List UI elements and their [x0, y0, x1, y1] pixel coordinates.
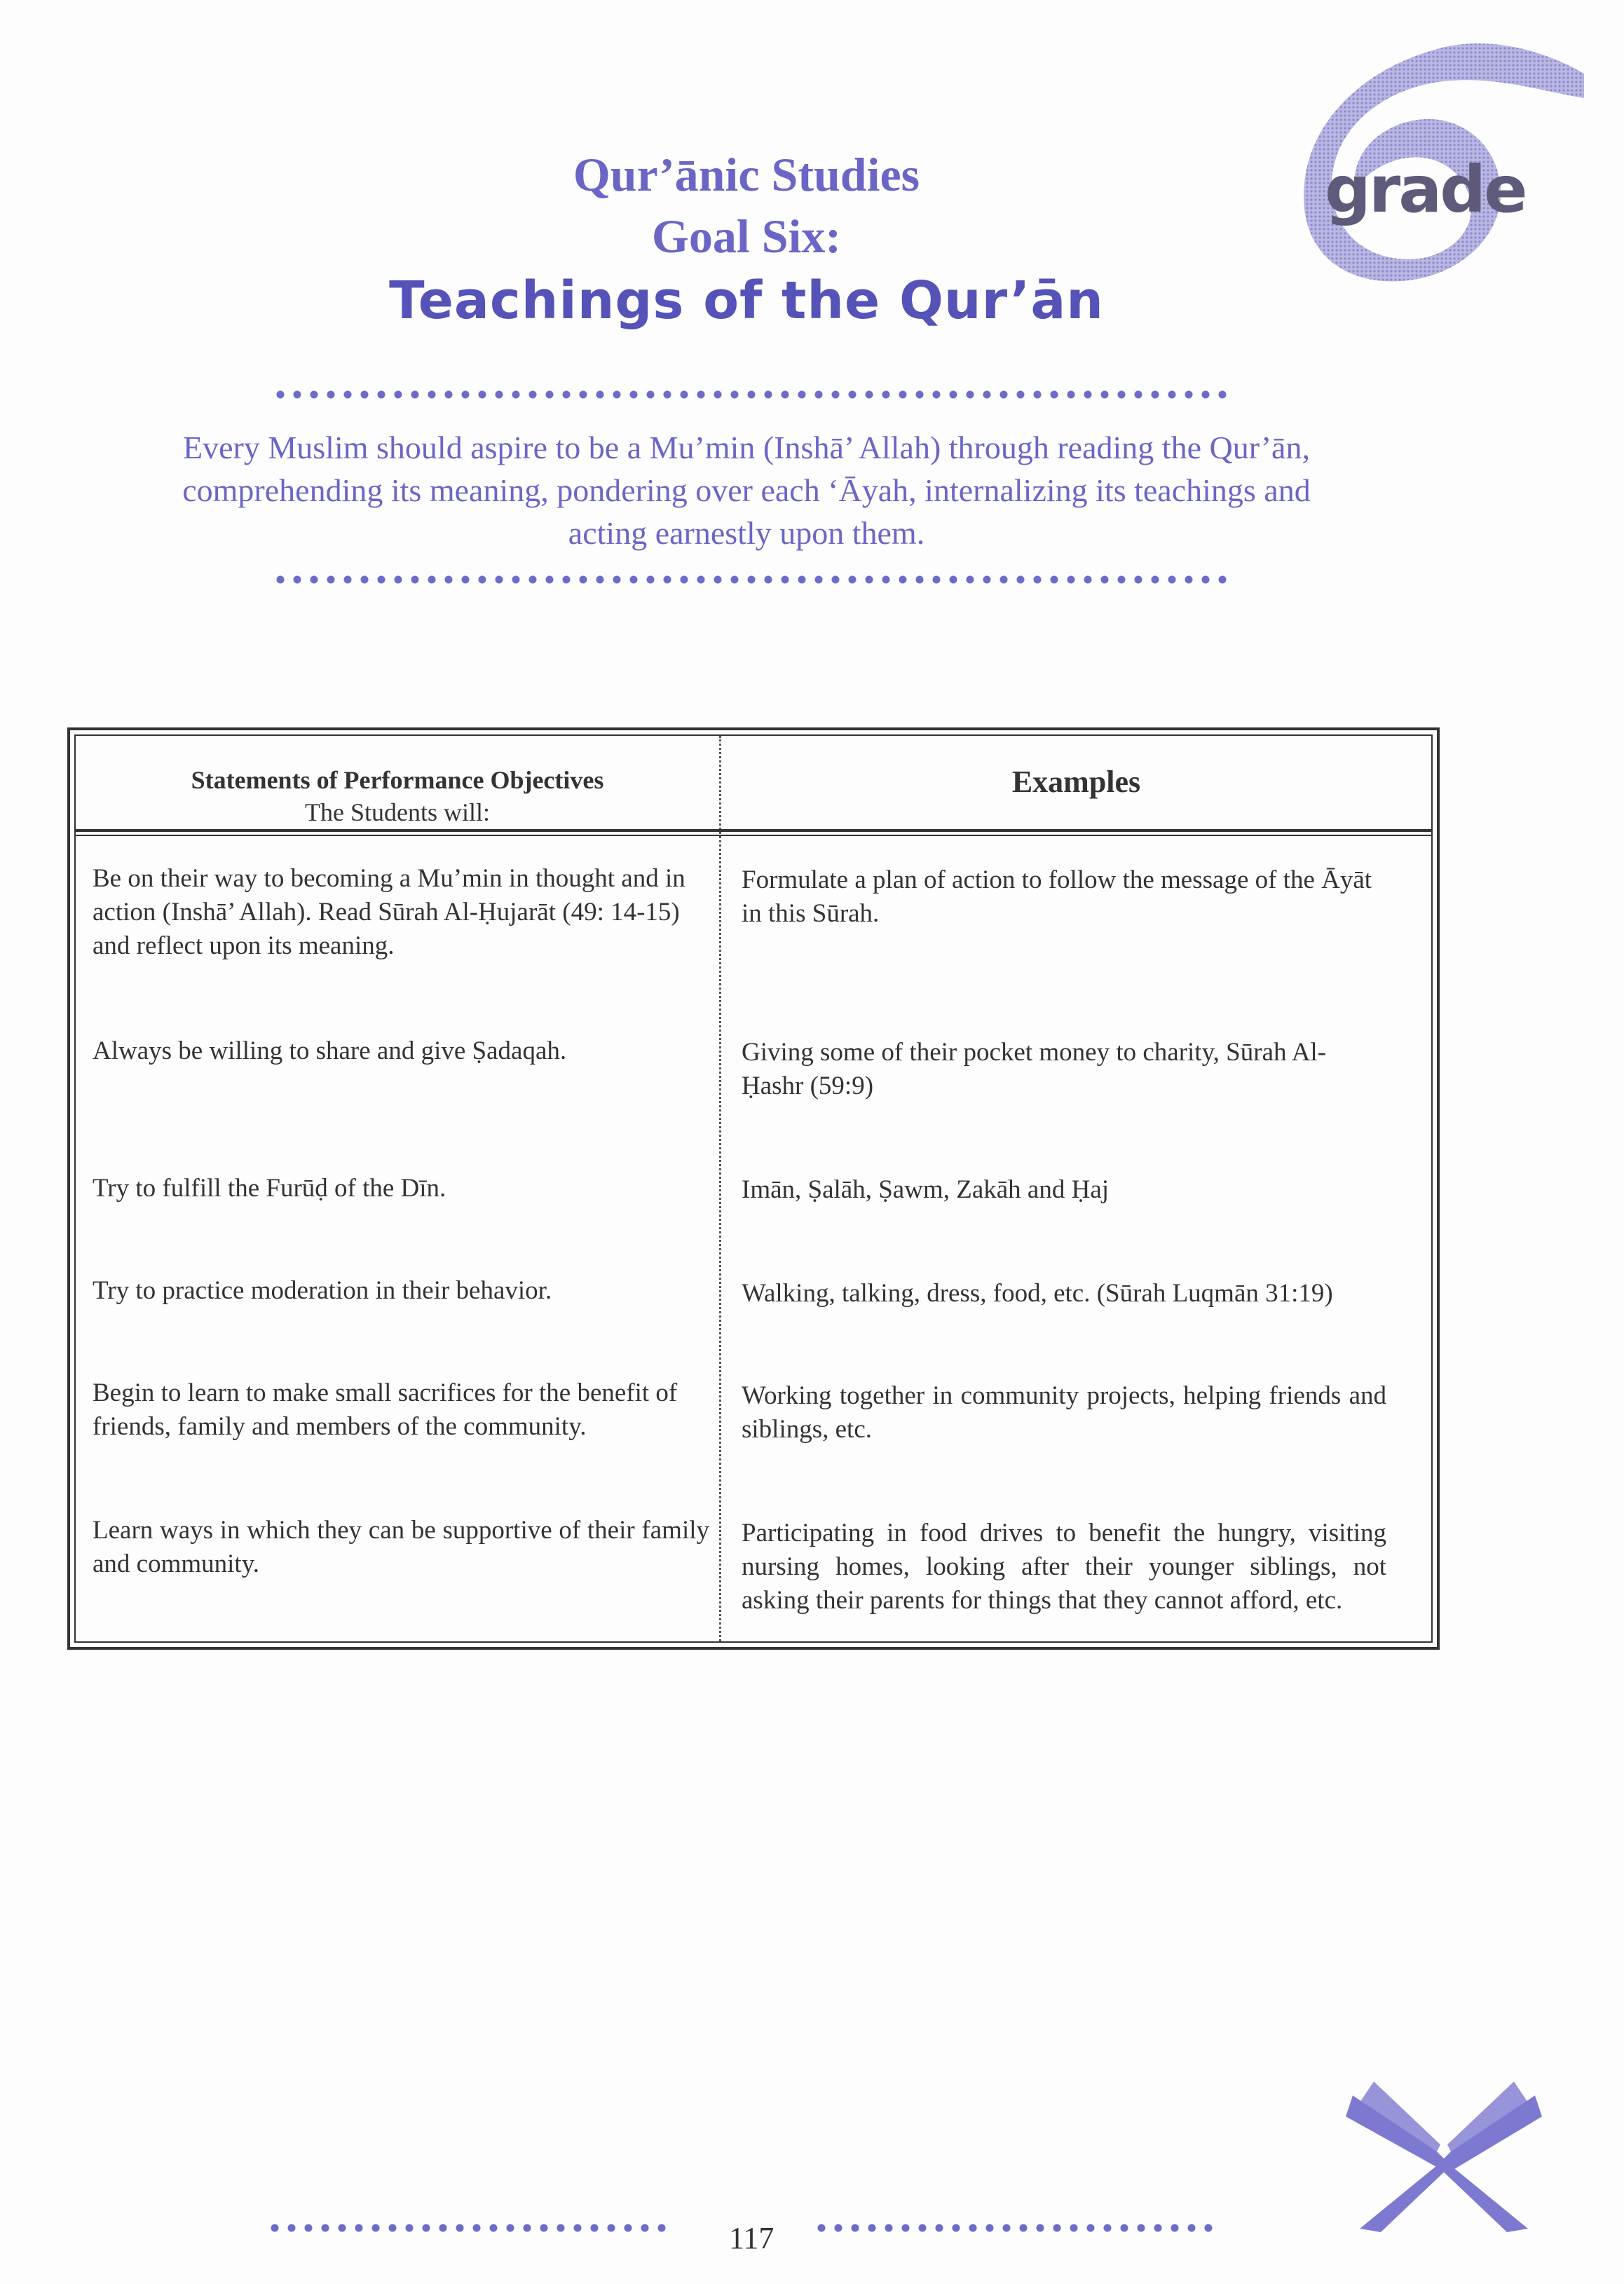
- header-objectives-sub: The Students will:: [305, 798, 490, 826]
- example-cell: Giving some of their pocket money to charity, Sūrah Al-Ḥashr (59:9): [742, 1038, 1327, 1100]
- example-cell: Participating in food drives to benefit the hungry, visiting nursing homes, looking after their younger siblings, not asking their parents for things that they cannot afford, etc.: [742, 1519, 1386, 1615]
- objective-cell: Learn ways in which they can be supportive of their family and community.: [93, 1516, 709, 1578]
- page-title: Teachings of the Qur’ān: [389, 271, 1104, 331]
- objective-cell: Begin to learn to make small sacrifices for the benefit of friends, family and members of the community.: [93, 1379, 678, 1441]
- objective-cell: Be on their way to becoming a Mu’min in thought and in action (Inshā’ Allah). Read Sūrah Al-Ḥujarāt (49: 14-15) and reflect upon its meaning.: [93, 864, 685, 960]
- page-number: 117: [729, 2221, 775, 2255]
- example-cell: Formulate a plan of action to follow the message of the Āyāt in this Sūrah.: [742, 866, 1372, 928]
- footer-dots-left: [266, 2223, 673, 2233]
- example-cell: Imān, Ṣalāh, Ṣawm, Zakāh and Ḥaj: [742, 1175, 1110, 1204]
- objective-cell: Try to practice moderation in their behavior.: [93, 1276, 552, 1305]
- example-cell: Walking, talking, dress, food, etc. (Sūrah Luqmān 31:19): [742, 1279, 1333, 1308]
- title-subject: Qur’ānic Studies: [573, 148, 920, 201]
- objective-cell: Try to fulfill the Furūḍ of the Dīn.: [93, 1174, 446, 1203]
- objective-cell: Always be willing to share and give Ṣadaqah.: [93, 1037, 567, 1065]
- header-rule: [76, 829, 1431, 832]
- footer-dots-right: [813, 2223, 1220, 2233]
- title-goal: Goal Six:: [651, 210, 842, 263]
- example-cell: Working together in community projects, helping friends and siblings, etc.: [742, 1381, 1386, 1444]
- header-rule-thin: [76, 835, 1431, 836]
- divider-dots-top: [272, 390, 1231, 399]
- header-examples: Examples: [1011, 765, 1141, 799]
- intro-paragraph: Every Muslim should aspire to be a Mu’min (Inshā’ Allah) through reading the Qur’ān, comprehending its meaning, pondering over each ‘Āyah, internalizing its teachings and acting earnestly upon them.: [182, 430, 1311, 551]
- header-objectives-title: Statements of Performance Objectives: [191, 766, 604, 794]
- header-objectives: [76, 764, 719, 828]
- column-divider: [719, 736, 721, 1641]
- divider-dots-bottom: [272, 575, 1231, 584]
- open-quran-stand-icon: [1332, 2053, 1556, 2239]
- objectives-table: [67, 727, 1440, 1650]
- grade-label: grade: [1325, 152, 1526, 227]
